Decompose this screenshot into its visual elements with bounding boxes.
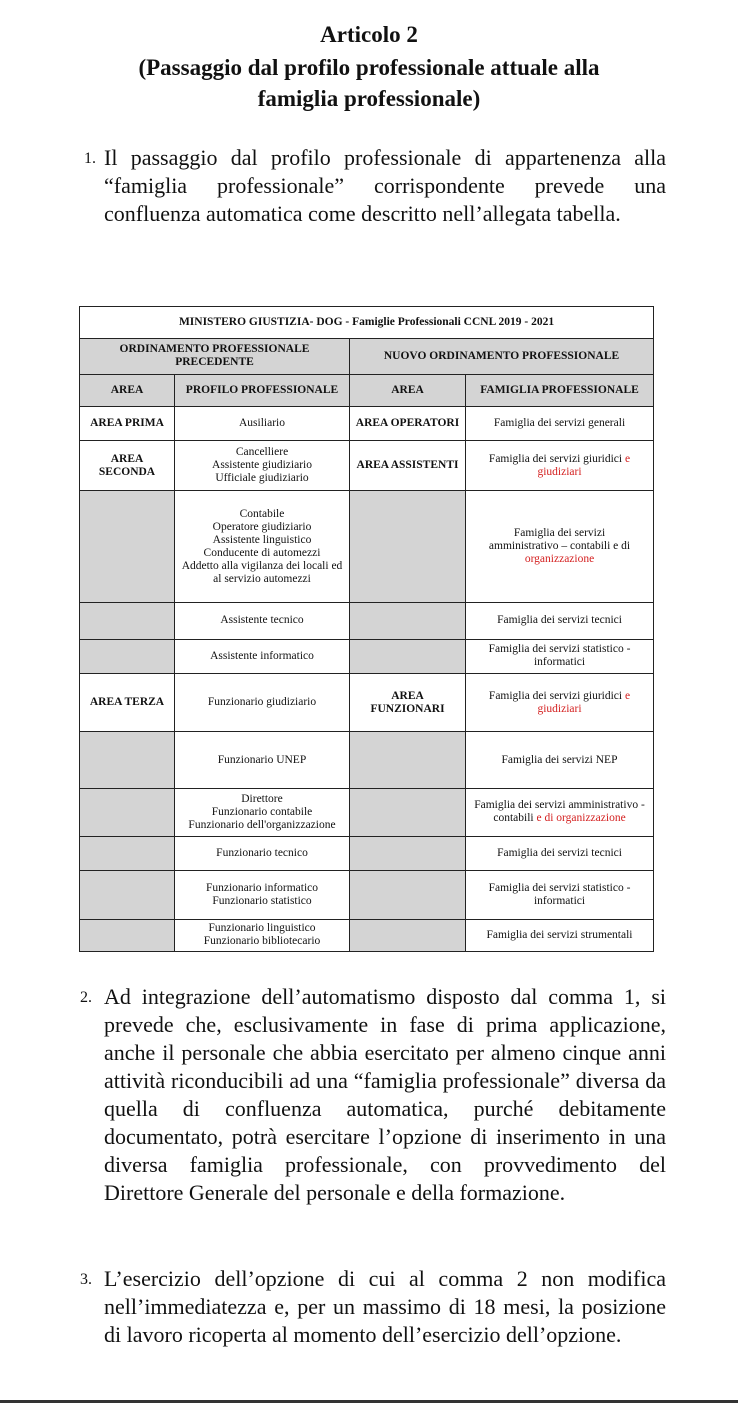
- header-group-new: NUOVO ORDINAMENTO PROFESSIONALE: [350, 339, 654, 374]
- cell-area: [80, 837, 175, 871]
- cell-area: [80, 603, 175, 639]
- cell-area-new: [350, 788, 466, 836]
- paragraph-text: L’esercizio dell’opzione di cui al comma 2 non modifica nell’immediatezza e, per un massimo di 18 mesi, la posizione di lavoro ricoperta al momento dell’esercizio dell’opzione.: [104, 1266, 666, 1347]
- article-subtitle-line1: (Passaggio dal profilo professionale attuale alla: [138, 55, 600, 80]
- table-row: [80, 871, 654, 919]
- header-area: AREA: [80, 374, 175, 406]
- header-profilo: PROFILO PROFESSIONALE: [175, 374, 350, 406]
- table-row: [80, 406, 654, 440]
- header-group-old: ORDINAMENTO PROFESSIONALE PRECEDENTE: [80, 339, 350, 374]
- paragraph-text: Ad integrazione dell’automatismo disposto dal comma 1, si prevede che, esclusivamente in fase di prima applicazione, anche il personale che abbia esercitato per almeno cinque anni attività riconducibili ad una “famiglia professionale” diversa da quella di confluenza automatica, purché debitamente documentato, potrà esercitare l’opzione di inserimento in una diversa famiglia professionale, con provvedimento del Direttore Generale del personale e della formazione.: [104, 984, 666, 1205]
- cell-famiglia: Famiglia dei servizi tecnici: [466, 603, 654, 639]
- cell-area: AREA PRIMA: [80, 406, 175, 440]
- cell-area-new: AREA FUNZIONARI: [350, 673, 466, 731]
- cell-famiglia: Famiglia dei servizi strumentali: [466, 919, 654, 951]
- article-title: Articolo 2: [320, 22, 418, 47]
- header-area-new: AREA: [350, 374, 466, 406]
- cell-area: [80, 639, 175, 673]
- cell-area-new: [350, 603, 466, 639]
- cell-famiglia: Famiglia dei servizi NEP: [466, 732, 654, 788]
- cell-area-new: [350, 837, 466, 871]
- table-row: [80, 491, 654, 603]
- cell-profilo: Assistente tecnico: [175, 603, 350, 639]
- cell-profilo: Funzionario UNEP: [175, 732, 350, 788]
- cell-area: [80, 788, 175, 836]
- cell-area: [80, 919, 175, 951]
- cell-profilo: Direttore Funzionario contabile Funzionario dell'organizzazione: [175, 788, 350, 836]
- cell-profilo: Funzionario giudiziario: [175, 673, 350, 731]
- page-bottom-divider: [0, 1400, 738, 1403]
- table-row: [80, 788, 654, 836]
- table-row: [80, 919, 654, 951]
- article-subtitle-line2: famiglia professionale): [257, 86, 481, 111]
- paragraph-number: 3.: [80, 1271, 92, 1288]
- cell-profilo: Contabile Operatore giudiziario Assistente linguistico Conducente di automezzi Addetto alla vigilanza dei locali ed al servizio automezzi: [175, 491, 350, 603]
- table-row: [80, 837, 654, 871]
- cell-famiglia: Famiglia dei servizi generali: [466, 406, 654, 440]
- cell-area: [80, 732, 175, 788]
- cell-profilo: Funzionario informatico Funzionario statistico: [175, 871, 350, 919]
- cell-area: [80, 871, 175, 919]
- paragraph-number: 2.: [80, 989, 92, 1006]
- cell-famiglia: Famiglia dei servizi giuridici e giudiziari: [466, 673, 654, 731]
- header-famiglia: FAMIGLIA PROFESSIONALE: [466, 374, 654, 406]
- cell-profilo: Ausiliario: [175, 406, 350, 440]
- cell-area-new: AREA ASSISTENTI: [350, 441, 466, 491]
- cell-famiglia: Famiglia dei servizi amministrativo - contabili e di organizzazione: [466, 788, 654, 836]
- cell-area: [80, 491, 175, 603]
- cell-famiglia: Famiglia dei servizi tecnici: [466, 837, 654, 871]
- cell-area-new: [350, 491, 466, 603]
- cell-famiglia: Famiglia dei servizi giuridici e giudiziari: [466, 441, 654, 491]
- cell-area-new: [350, 871, 466, 919]
- cell-profilo: Assistente informatico: [175, 639, 350, 673]
- paragraph-number: 1.: [84, 150, 96, 167]
- table-row: [80, 603, 654, 639]
- cell-area-new: [350, 919, 466, 951]
- table-row: [80, 673, 654, 731]
- table-row: [80, 639, 654, 673]
- cell-famiglia: Famiglia dei servizi amministrativo – contabili e di organizzazione: [466, 491, 654, 603]
- paragraph-text: Il passaggio dal profilo professionale di appartenenza alla “famiglia professionale” corrispondente prevede una confluenza automatica come descritto nell’allegata tabella.: [104, 145, 666, 226]
- cell-area: AREA SECONDA: [80, 441, 175, 491]
- cell-profilo: Cancelliere Assistente giudiziario Ufficiale giudiziario: [175, 441, 350, 491]
- cell-area: AREA TERZA: [80, 673, 175, 731]
- cell-profilo: Funzionario linguistico Funzionario bibliotecario: [175, 919, 350, 951]
- table-title: MINISTERO GIUSTIZIA- DOG - Famiglie Professionali CCNL 2019 - 2021: [80, 307, 654, 339]
- cell-area-new: AREA OPERATORI: [350, 406, 466, 440]
- cell-area-new: [350, 639, 466, 673]
- professional-families-table: [79, 306, 654, 952]
- table-row: [80, 732, 654, 788]
- cell-famiglia: Famiglia dei servizi statistico - informatici: [466, 639, 654, 673]
- cell-famiglia: Famiglia dei servizi statistico - informatici: [466, 871, 654, 919]
- cell-area-new: [350, 732, 466, 788]
- cell-profilo: Funzionario tecnico: [175, 837, 350, 871]
- table-row: [80, 441, 654, 491]
